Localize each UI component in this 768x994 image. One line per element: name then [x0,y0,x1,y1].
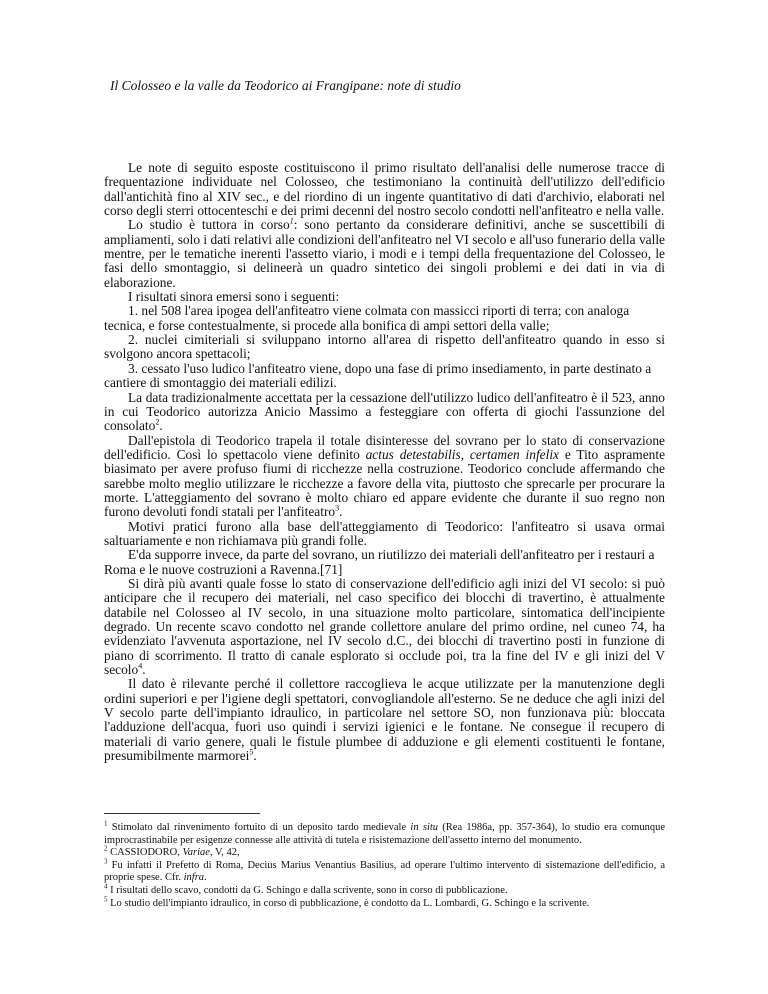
footnote-text: . [204,872,207,884]
paragraph-text: , [460,446,470,462]
body-text [104,161,665,763]
footnote-3 [104,857,665,885]
list-item-1: 1. nel 508 l'area ipogea dell'anfiteatro viene colmata con massicci riporti di terra; con analoga tecnica, e forse contestualmente, si procede alla bonifica di ampi settori della valle; [104,303,630,333]
list-item-2: 2. nuclei cimiteriali si sviluppano intorno all'area di rispetto dell'anfiteatro quando in esso si svolgono ancora spettacoli; [104,332,665,362]
paragraph-text: La data tradizionalmente accettata per la cessazione dell'utilizzo ludico dell'anfiteatro è il 523, anno in cui Teodorico autorizza Anicio Massimo a festeggiare con offerta di giochi l'assunzione del consolato [104,389,665,434]
document-title: Il Colosseo e la valle da Teodorico ai Frangipane: note di studio [110,78,461,93]
footnote-text: CASSIODORO, [110,847,183,859]
paragraph-text: . [339,504,343,520]
paragraph-text: . [253,748,257,764]
paragraph-text: . [142,662,146,678]
list-item-3: 3. cessato l'uso ludico l'anfiteatro viene, dopo una fase di primo insediamento, in parte destinato a cantiere di smontaggio dei materiali edilizi. [104,360,652,391]
footnote-ref-2[interactable]: 2 [155,417,160,427]
footnote-ref-5[interactable]: 5 [249,747,254,757]
paragraph-riutilizzo: E'da supporre invece, da parte del sovrano, un riutilizzo dei materiali dell'anfiteatro per i restauri a Roma e le nuove costruzioni a Ravenna.[71] [104,547,655,577]
paragraph-text: e Tito aspramente biasimato per avere profuso fiumi di ricchezze nella costruzione. Teodorico conclude affermando che sarebbe molto meglio utilizzare le ricchezze a favore della vita, piuttosto che sprecarle per procurare la morte. L'atteggiamento del sovrano è molto chiaro ed appare evidente che durante il suo regno non furono devoluti fondi statali per l'anfiteatro [104,446,666,520]
footnote-number: 5 [104,895,108,904]
paragraph-text: . [159,418,163,434]
footnote-number: 1 [104,819,108,828]
footnote-5 [104,895,665,911]
footnote-text: Fu infatti il Prefetto di Roma, Decius Marius Venantius Basilius, ad operare l'ultimo intervento di sistemazione dell'edificio, a proprie spese. Cfr. [104,859,665,884]
footnote-italic: in situ [410,822,439,833]
paragraph-study-status [104,218,665,290]
paragraph-text: Lo studio è tuttora in corso [128,217,290,233]
paragraph-date-523 [104,391,665,434]
footnotes [104,819,665,910]
footnote-italic: infra [183,872,205,884]
footnote-ref-1[interactable]: 1 [289,216,294,226]
paragraph-motivi: Motivi pratici furono alla base dell'atteggiamento di Teodorico: l'anfiteatro si usava ormai saltuariamente e non richiamava più grandi folle. [104,518,665,548]
footnote-text: , V, 42, [209,847,240,859]
paragraph-epistola [104,434,665,520]
footnote-1 [104,819,665,847]
footnote-number: 4 [104,882,108,891]
footnote-2 [104,844,665,860]
footnote-number: 3 [104,857,108,866]
paragraph-conservation [104,577,665,677]
footnote-number: 2 [104,844,108,853]
footnote-text: (Rea 1986a, pp. 357-364), lo studio era comunque improcrastinabile per esigenze connesse alle attività di tutela e risistemazione dell'assetto interno del monumento. [104,822,665,846]
paragraph-results-intro: I risultati sinora emersi sono i seguenti: [128,289,340,305]
paragraph-intro: Le note di seguito esposte costituiscono il primo risultato dell'analisi delle numerose tracce di frequentazione individuate nel Colosseo, che testimoniano la continuità dell'utilizzo dell'edificio dall'antichità fino al XIV sec., e del riordino di un ingente quantitativo di dati d'archivio, elaborati nel corso degli sterri ottocenteschi e dei primi decenni del nostro secolo condotti nell'anfiteatro e nella valle. [104,160,665,219]
footnote-text: I risultati dello scavo, condotti da G. Schingo e dalla scrivente, sono in corso di pubblicazione. [110,884,508,896]
latin-term: certamen infelix [469,446,560,462]
paragraph-text: Dall'epistola di Teodorico trapela il totale disinteresse del sovrano per lo stato di conservazione dell'edificio. Così lo spettacolo viene definito [104,432,665,462]
paragraph-collettore [104,677,665,763]
footnote-separator [104,813,260,814]
paragraph-text: : sono pertanto da considerare definitivi, anche se suscettibili di ampliamenti, solo i dati relativi alle condizioni dell'anfiteatro nel VI secolo e all'uso funerario della valle mentre, per le tematiche inerenti l'assetto viario, i modi e i tempi della frequentazione del Colosseo, le fasi dello smontaggio, si delineerà un quadro sintetico dei singoli problemi e dei dati in via di elaborazione. [104,217,666,290]
latin-term: actus detestabilis [365,446,461,462]
footnote-ref-4[interactable]: 4 [138,661,143,671]
footnote-text: Stimolato dal rinvenimento fortuito di un deposito tardo medievale [111,822,411,833]
footnote-4 [104,882,665,898]
footnote-italic: Variae [182,847,210,859]
paragraph-text: Si dirà più avanti quale fosse lo stato di conservazione dell'edificio agli inizi del VI secolo: si può anticipare che il recupero dei materiali, nel caso specifico dei blocchi di travertino, è attualmente databile nel Colosseo al IV secolo, in una situazione molto particolare, sintomatica dell'incipiente degrado. Un recente scavo condotto nel grande collettore anulare del primo ordine, nel cuneo 74, ha evidenziato l'avvenuta asportazione, nel IV secolo d.C., dei blocchi di travertino posti in funzione di piano di scorrimento. Il tratto di canale esplorato si occlude poi, tra la fine del IV e gli inizi del V secolo [104,575,665,678]
footnote-text: Lo studio dell'impianto idraulico, in corso di pubblicazione, è condotto da L. Lombardi, G. Schingo e la scrivente. [110,897,590,909]
footnote-ref-3[interactable]: 3 [335,503,340,513]
paragraph-text: Il dato è rilevante perché il collettore raccoglieva le acque utilizzate per la manutenzione degli ordini superiori e per l'igiene degli spettatori, convogliandole all'esterno. Se ne deduce che agli inizi del V secolo parte dell'impianto idraulico, in particolare nel settore SO, non funzionava più: bloccata l'adduzione dell'acqua, fuori uso quindi i servizi igienici e le fontane. Ne consegue il recupero di materiali di vario genere, quali le fistule plumbee di adduzione e gli elementi costituenti le fontane, presumibilmente marmorei [104,676,665,764]
